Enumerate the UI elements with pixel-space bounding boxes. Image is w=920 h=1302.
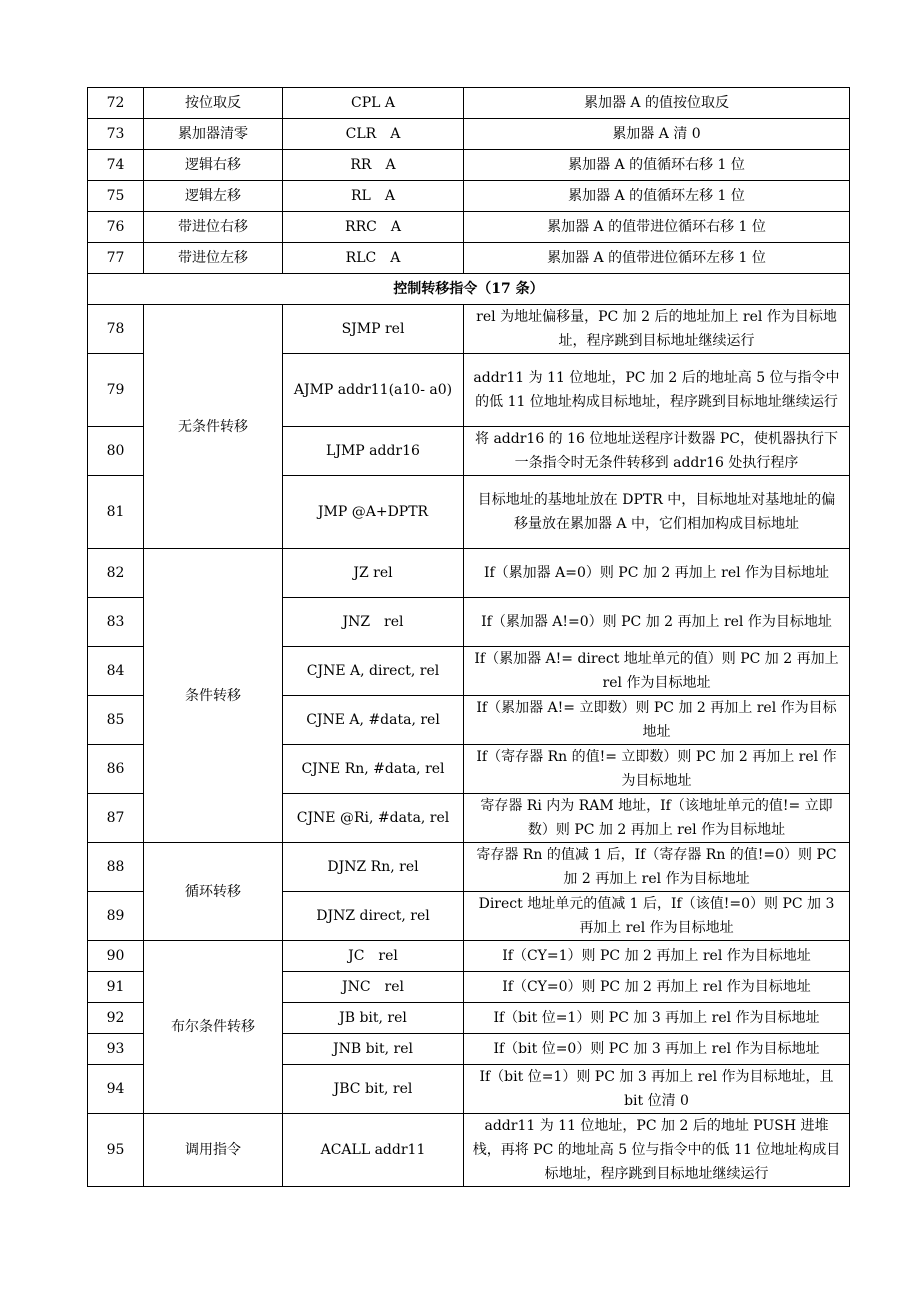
category-cell: 按位取反: [144, 88, 283, 119]
category-cell: 布尔条件转移: [144, 941, 283, 1114]
description-cell: addr11 为 11 位地址，PC 加 2 后的地址高 5 位与指令中的低 11 位地址构成目标地址，程序跳到目标地址继续运行: [464, 354, 850, 427]
mnemonic-cell: SJMP rel: [283, 305, 464, 354]
description-cell: 累加器 A 的值按位取反: [464, 88, 850, 119]
table-row: [88, 843, 850, 892]
description-cell: 寄存器 Ri 内为 RAM 地址，If（该地址单元的值!= 立即数）则 PC 加 2 再加上 rel 作为目标地址: [464, 794, 850, 843]
row-number: 84: [88, 647, 144, 696]
mnemonic-cell: RL A: [283, 181, 464, 212]
row-number: 87: [88, 794, 144, 843]
description-cell: 累加器 A 的值循环左移 1 位: [464, 181, 850, 212]
description-cell: 累加器 A 的值带进位循环右移 1 位: [464, 212, 850, 243]
mnemonic-cell: RRC A: [283, 212, 464, 243]
row-number: 91: [88, 972, 144, 1003]
mnemonic-cell: RR A: [283, 150, 464, 181]
mnemonic-cell: JNB bit, rel: [283, 1034, 464, 1065]
mnemonic-cell: CJNE A, direct, rel: [283, 647, 464, 696]
mnemonic-cell: ACALL addr11: [283, 1114, 464, 1187]
row-number: 76: [88, 212, 144, 243]
mnemonic-cell: DJNZ Rn, rel: [283, 843, 464, 892]
row-number: 82: [88, 549, 144, 598]
row-number: 83: [88, 598, 144, 647]
description-cell: Direct 地址单元的值减 1 后，If（该值!=0）则 PC 加 3 再加上 rel 作为目标地址: [464, 892, 850, 941]
category-cell: 逻辑右移: [144, 150, 283, 181]
description-cell: rel 为地址偏移量，PC 加 2 后的地址加上 rel 作为目标地址，程序跳到目标地址继续运行: [464, 305, 850, 354]
description-cell: If（累加器 A!= 立即数）则 PC 加 2 再加上 rel 作为目标地址: [464, 696, 850, 745]
table-row: [88, 243, 850, 274]
row-number: 79: [88, 354, 144, 427]
table-row: [88, 1114, 850, 1187]
mnemonic-cell: JMP @A+DPTR: [283, 476, 464, 549]
table-row: [88, 119, 850, 150]
mnemonic-cell: JC rel: [283, 941, 464, 972]
description-cell: If（累加器 A!= direct 地址单元的值）则 PC 加 2 再加上 rel 作为目标地址: [464, 647, 850, 696]
mnemonic-cell: JZ rel: [283, 549, 464, 598]
category-cell: 累加器清零: [144, 119, 283, 150]
row-number: 72: [88, 88, 144, 119]
mnemonic-cell: CPL A: [283, 88, 464, 119]
section-header: 控制转移指令（17 条）: [88, 274, 850, 305]
mnemonic-cell: AJMP addr11(a10- a0): [283, 354, 464, 427]
mnemonic-cell: RLC A: [283, 243, 464, 274]
table-row: [88, 305, 850, 354]
row-number: 81: [88, 476, 144, 549]
section-header-row: [88, 274, 850, 305]
row-number: 94: [88, 1065, 144, 1114]
category-cell: 逻辑左移: [144, 181, 283, 212]
category-cell: 带进位右移: [144, 212, 283, 243]
row-number: 89: [88, 892, 144, 941]
mnemonic-cell: CLR A: [283, 119, 464, 150]
row-number: 73: [88, 119, 144, 150]
row-number: 95: [88, 1114, 144, 1187]
description-cell: addr11 为 11 位地址，PC 加 2 后的地址 PUSH 进堆栈，再将 PC 的地址高 5 位与指令中的低 11 位地址构成目标地址，程序跳到目标地址继续运行: [464, 1114, 850, 1187]
row-number: 78: [88, 305, 144, 354]
description-cell: 累加器 A 的值带进位循环左移 1 位: [464, 243, 850, 274]
mnemonic-cell: DJNZ direct, rel: [283, 892, 464, 941]
mnemonic-cell: JB bit, rel: [283, 1003, 464, 1034]
category-cell: 带进位左移: [144, 243, 283, 274]
mnemonic-cell: JBC bit, rel: [283, 1065, 464, 1114]
description-cell: If（寄存器 Rn 的值!= 立即数）则 PC 加 2 再加上 rel 作为目标地址: [464, 745, 850, 794]
row-number: 75: [88, 181, 144, 212]
mnemonic-cell: CJNE @Ri, #data, rel: [283, 794, 464, 843]
description-cell: If（CY=0）则 PC 加 2 再加上 rel 作为目标地址: [464, 972, 850, 1003]
row-number: 74: [88, 150, 144, 181]
description-cell: If（bit 位=0）则 PC 加 3 再加上 rel 作为目标地址: [464, 1034, 850, 1065]
table-row: [88, 88, 850, 119]
row-number: 85: [88, 696, 144, 745]
instruction-table: [87, 87, 850, 1187]
category-cell: 调用指令: [144, 1114, 283, 1187]
table-row: [88, 181, 850, 212]
row-number: 92: [88, 1003, 144, 1034]
category-cell: 循环转移: [144, 843, 283, 941]
mnemonic-cell: LJMP addr16: [283, 427, 464, 476]
description-cell: If（bit 位=1）则 PC 加 3 再加上 rel 作为目标地址，且 bit 位清 0: [464, 1065, 850, 1114]
table-row: [88, 212, 850, 243]
description-cell: 目标地址的基地址放在 DPTR 中，目标地址对基地址的偏移量放在累加器 A 中，它们相加构成目标地址: [464, 476, 850, 549]
description-cell: 累加器 A 清 0: [464, 119, 850, 150]
row-number: 90: [88, 941, 144, 972]
description-cell: 将 addr16 的 16 位地址送程序计数器 PC，使机器执行下一条指令时无条件转移到 addr16 处执行程序: [464, 427, 850, 476]
row-number: 86: [88, 745, 144, 794]
row-number: 80: [88, 427, 144, 476]
description-cell: If（累加器 A!=0）则 PC 加 2 再加上 rel 作为目标地址: [464, 598, 850, 647]
description-cell: If（CY=1）则 PC 加 2 再加上 rel 作为目标地址: [464, 941, 850, 972]
category-cell: 条件转移: [144, 549, 283, 843]
mnemonic-cell: JNZ rel: [283, 598, 464, 647]
category-cell: 无条件转移: [144, 305, 283, 549]
table-row: [88, 941, 850, 972]
row-number: 77: [88, 243, 144, 274]
mnemonic-cell: JNC rel: [283, 972, 464, 1003]
description-cell: 寄存器 Rn 的值减 1 后，If（寄存器 Rn 的值!=0）则 PC 加 2 再加上 rel 作为目标地址: [464, 843, 850, 892]
description-cell: If（bit 位=1）则 PC 加 3 再加上 rel 作为目标地址: [464, 1003, 850, 1034]
mnemonic-cell: CJNE A, #data, rel: [283, 696, 464, 745]
table-row: [88, 150, 850, 181]
row-number: 93: [88, 1034, 144, 1065]
row-number: 88: [88, 843, 144, 892]
description-cell: If（累加器 A=0）则 PC 加 2 再加上 rel 作为目标地址: [464, 549, 850, 598]
table-row: [88, 549, 850, 598]
mnemonic-cell: CJNE Rn, #data, rel: [283, 745, 464, 794]
description-cell: 累加器 A 的值循环右移 1 位: [464, 150, 850, 181]
